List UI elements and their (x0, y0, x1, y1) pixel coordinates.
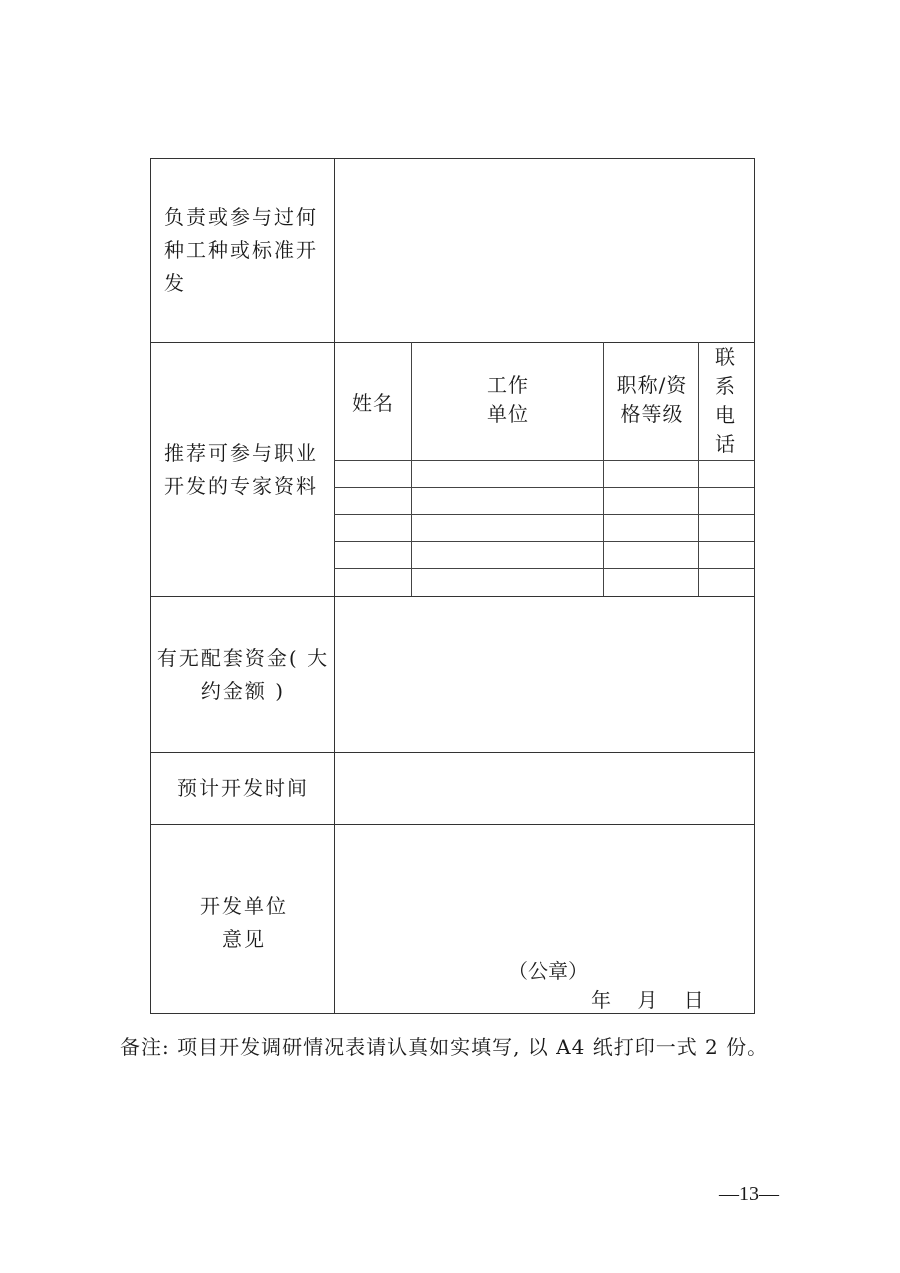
row-divider-4 (150, 824, 754, 825)
row-divider-1 (150, 342, 754, 343)
experts-header-phone: 联系电话 (715, 345, 735, 456)
label-schedule: 预计开发时间 (177, 776, 309, 800)
expert-row-2[interactable] (336, 489, 753, 513)
experts-row-divider-1 (334, 460, 754, 461)
label-dev-experience: 负责或参与过何种工种或标准开发 (164, 205, 318, 295)
page-number: —13— (719, 1183, 779, 1205)
table-border-right (754, 158, 755, 1014)
table-column-divider (334, 158, 335, 1014)
table-border-bottom (150, 1013, 754, 1014)
experts-header-title: 职称/资格等级 (616, 373, 688, 426)
row-divider-3 (150, 752, 754, 753)
experts-header-unit: 工作 单位 (487, 373, 529, 426)
label-experts: 推荐可参与职业开发的专家资料 (164, 441, 318, 498)
label-funding: 有无配套资金( 大约金额 ) (156, 646, 330, 703)
footnote: 备注: 项目开发调研情况表请认真如实填写, 以 A4 纸打印一式 2 份。 (120, 1035, 769, 1059)
experts-header-name: 姓名 (352, 391, 394, 415)
experts-row-divider-2 (334, 487, 754, 488)
experts-row-divider-3 (334, 514, 754, 515)
expert-row-3[interactable] (336, 516, 753, 540)
date-line: 年 月 日 (591, 988, 704, 1012)
table-border-left (150, 158, 151, 1014)
expert-row-5[interactable] (336, 570, 753, 595)
experts-row-divider-4 (334, 541, 754, 542)
row-divider-2 (150, 596, 754, 597)
expert-row-4[interactable] (336, 543, 753, 567)
field-funding[interactable] (336, 598, 753, 751)
table-border-top (150, 158, 754, 159)
field-dev-experience[interactable] (336, 160, 753, 341)
field-schedule[interactable] (336, 754, 753, 823)
official-seal-label: （公章） (508, 959, 588, 983)
expert-row-1[interactable] (336, 462, 753, 486)
label-opinion: 开发单位意见 (200, 894, 288, 951)
experts-row-divider-5 (334, 568, 754, 569)
